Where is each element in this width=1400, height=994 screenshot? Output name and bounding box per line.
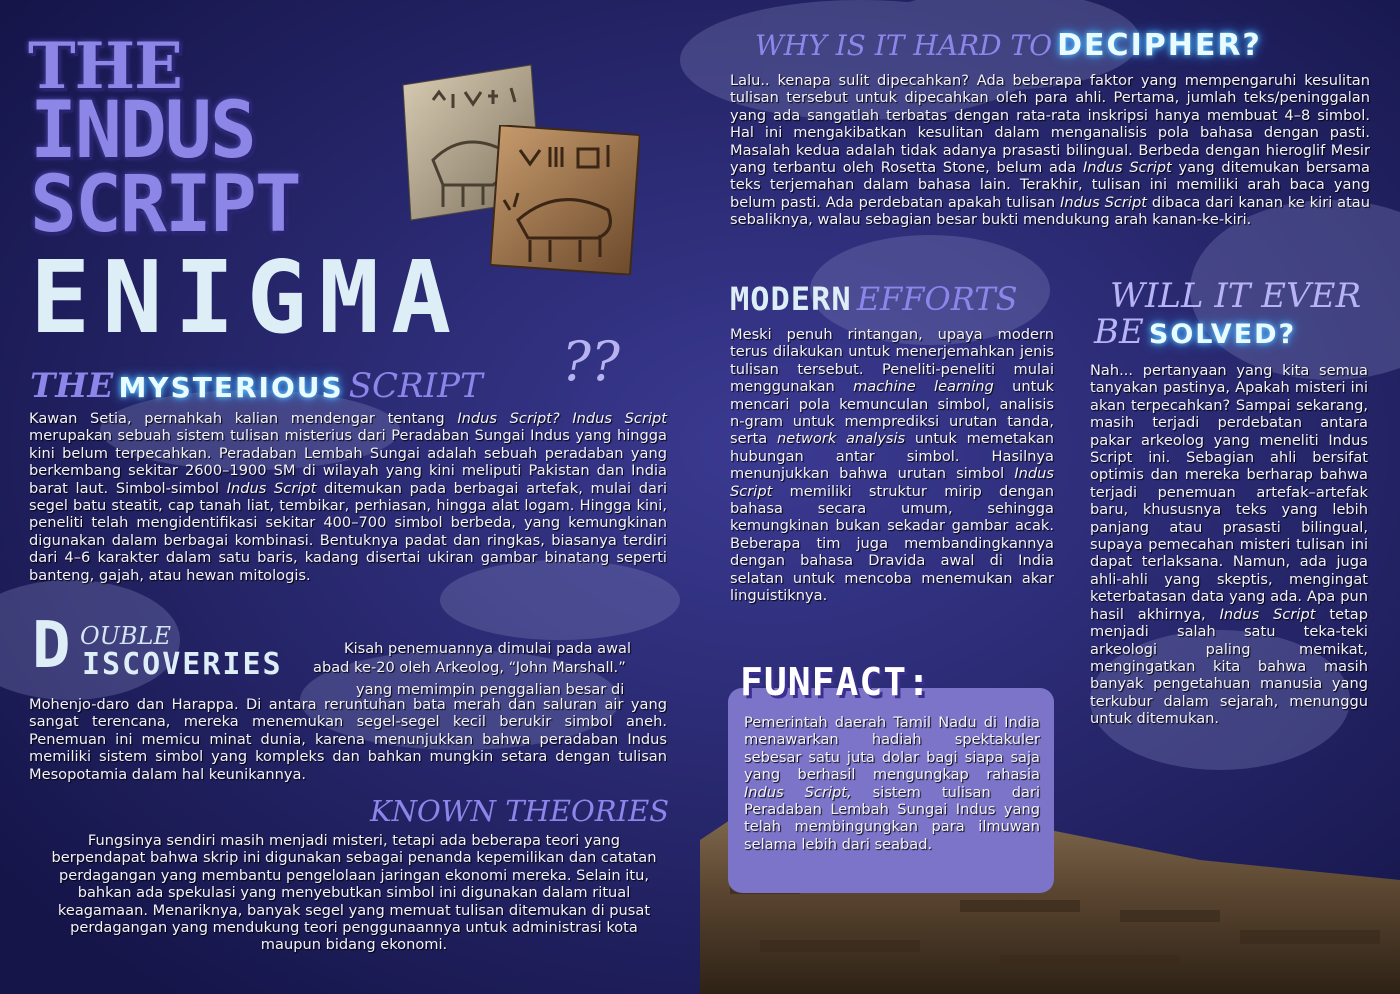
decipher-heading-b: DECIPHER? <box>1057 28 1262 63</box>
mysterious-heading-script: SCRIPT <box>348 366 483 406</box>
mysterious-heading <box>30 366 483 406</box>
mysterious-heading-the: THE <box>30 366 114 406</box>
modern-heading-a: MODERN <box>730 280 852 318</box>
title-enigma: ENIGMA <box>30 239 464 356</box>
theories-heading: KNOWN THEORIES <box>370 794 670 828</box>
modern-heading <box>730 280 1017 318</box>
theories-paragraph: Fungsinya sendiri masih menjadi misteri, tetapi ada beberapa teori yang berpendapat bahwa skrip ini digunakan sebagai penanda kepemilikan dan catatan perdagangan yang membantu pengelolaan jaringan ekonomi mereka. Selain itu, bahkan ada spekulasi yang menyebutkan simbol ini digunakan dalam ritual keagamaan. Menariknya, banyak segel yang memuat tulisan ditemukan di pusat perdagangan yang mendukung teori penggunaannya untuk administrasi kota maupun bidang ekonomi. <box>51 832 657 954</box>
funfact-paragraph: Pemerintah daerah Tamil Nadu di India menawarkan hadiah spektakuler sebesar satu juta dolar bagi siapa saja yang berhasil mengungkap rahasia Indus Script, sistem tulisan dari Peradaban Lembah Sungai Indus yang telah membingungkan para ilmuwan selama lebih dari seabad. <box>744 714 1041 853</box>
solved-heading-line2 <box>1094 312 1296 352</box>
modern-paragraph: Meski penuh rintangan, upaya modern terus dilakukan untuk menerjemahkan jenis tulisan tersebut. Peneliti-peneliti mulai menggunakan machine learning untuk mencari pola kemunculan simbol, analisis n-gram untuk memprediksi urutan tanda, serta network analysis untuk memetakan hubungan antar simbol. Hasilnya menunjukkan bahwa urutan simbol Indus Script memiliki struktur mirip dengan bahasa secara umum, sehingga kemungkinan bukan sekadar gambar acak. Beberapa tim juga membandingkannya dengan bahasa Dravida awal di India selatan untuk mencoba menemukan akar linguistiknya. <box>730 326 1055 605</box>
decipher-paragraph: Lalu.. kenapa sulit dipecahkan? Ada beberapa faktor yang mempengaruhi kesulitan tulisan tersebut untuk dipecahkan oleh para ahli. Pertama, jumlah teks/peninggalan yang ada sangatlah terbatas dengan rata-rata inskripsi hanya membuat 4–8 simbol. Hal ini mengakibatkan kesulitan dalam menganalisis pola bahasa dengan pasti. Masalah kedua adalah tidak adanya prasasti bilingual. Berbeda dengan hieroglif Mesir yang terbantu oleh Rosetta Stone, belum ada Indus Script yang ditemukan bersama teks terjemahan dalam bahasa lain. Terakhir, tulisan ini memiliki arah baca yang belum pasti. Ada perdebatan apakah tulisan Indus Script dibaca dari kanan ke kiri atau sebaliknya, walau sebagian besar bukti mendukung arah kanan-ke-kiri. <box>730 72 1370 229</box>
solved-heading-b: BE <box>1094 312 1144 352</box>
title-script: SCRIPT <box>30 160 300 250</box>
double-heading-ouble: OUBLE <box>80 622 171 650</box>
title-the: THE <box>28 29 182 104</box>
double-side-line-3: yang memimpin penggalian besar di <box>356 681 625 698</box>
seal-image-2 <box>490 125 640 275</box>
solved-paragraph: Nah... pertanyaan yang kita semua tanyakan pastinya, Apakah misteri ini akan terpecahkan? Sampai sekarang, masih terjadi perdebatan antara pakar arkeolog yang meneliti Indus Script ini. Sebagian ahli bersifat optimis dan mereka berharap bahwa terjadi penemuan artefak–artefak baru, khususnya teks yang lebih panjang atau prasasti bilingual, supaya pemecahan misteri tulisan ini dapat terlaksana. Namun, ada juga ahli-ahli yang skeptis, mengingat keterbatasan data yang ada. Apa pun hasil akhirnya, Indus Script tetap menjadi salah satu teka-teki arkeologi paling memikat, mengingatkan kita bahwa masih banyak pengetahuan manusia yang terkubur dalam sejarah, menunggu untuk ditemukan. <box>1090 362 1368 728</box>
decipher-heading-a: WHY IS IT HARD TO <box>755 29 1053 62</box>
mysterious-paragraph: Kawan Setia, pernahkah kalian mendengar tentang Indus Script? Indus Script merupakan sebuah sistem tulisan misterius dari Peradaban Sungai Indus yang hingga kini belum terpecahkan. Peradaban Lembah Sungai adalah sebuah peradaban yang berkembang sekitar 2600–1900 SM di wilayah yang kini meliputi Pakistan dan India barat laut. Simbol-simbol Indus Script ditemukan pada berbagai artefak, mulai dari segel batu steatit, cap tanah liat, tembikar, perhiasan, hingga alat logam. Hingga kini, peneliti telah mengidentifikasi sekitar 400–700 simbol berbeda, yang kemungkinan digunakan dalam berbagai kombinasi. Bentuknya padat dan ringkas, biasanya terdiri dari 4–6 karakter dalam satu baris, kadang disertai ukiran gambar binatang seperti banteng, gajah, atau hewan mitologis. <box>29 410 668 584</box>
decipher-heading <box>755 28 1262 63</box>
solved-heading-c: SOLVED? <box>1148 319 1297 350</box>
double-heading-discoveries: ISCOVERIES <box>82 647 283 682</box>
title-indus: INDUS <box>30 86 255 176</box>
double-side-line-1: Kisah penemuannya dimulai pada awal <box>344 640 632 657</box>
double-paragraph: Mohenjo-daro dan Harappa. Di antara reruntuhan bata merah dan saluran air yang sangat terencana, mereka menemukan segel-segel kecil berukir simbol aneh. Penemuan ini memicu minat dunia, karena menunjukkan bahwa peradaban Indus memiliki sistem simbol yang kompleks dan bahkan mungkin setara dengan tulisan Mesopotamia dalam hal keunikannya. <box>29 696 667 783</box>
double-d-letter: D <box>32 609 71 683</box>
mysterious-heading-mysterious: MYSTERIOUS <box>118 371 344 404</box>
solved-heading-a: WILL IT EVER <box>1110 276 1362 316</box>
double-side-line-2: abad ke-20 oleh Arkeolog, “John Marshall.” <box>313 659 626 676</box>
question-marks: ?? <box>562 330 620 393</box>
modern-heading-b: EFFORTS <box>856 280 1018 318</box>
funfact-heading: FUNFACT: <box>740 660 932 704</box>
